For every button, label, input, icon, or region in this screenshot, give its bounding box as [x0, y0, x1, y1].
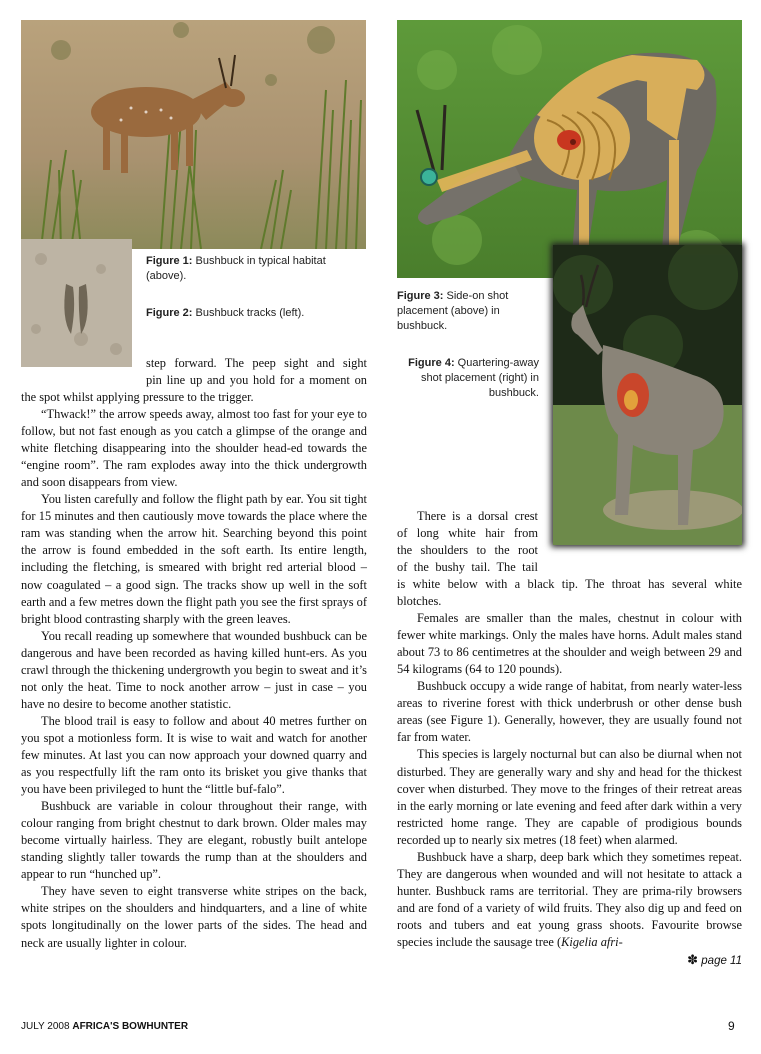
figure-4-caption — [397, 356, 539, 401]
left-paragraph-4: The blood trail is easy to follow and about 40 metres further on you spot a motionless form. It is wise to wait and watch for another few minutes. At last you can now approach your downed quarry and as you respectfully lift the ram onto its brisket you give thanks that you have been privileged to hunt the “little buf-falo”. — [21, 713, 367, 797]
left-paragraph-3: You recall reading up somewhere that wounded bushbuck can be dangerous and have been recorded as having killed hunt-ers. As you crawl through the thickening undergrowth you begin to sweat and it’s not only the heat. Time to nock another arrow – just in case – you have no desire to become another statistic. — [21, 628, 367, 711]
figure-4-label: Figure 4: — [408, 357, 455, 369]
figure-1-text: Bushbuck in typical habitat (above). — [146, 255, 326, 282]
continued-page-link[interactable]: page 11 — [701, 955, 742, 968]
left-paragraph-6: They have seven to eight transverse white stripes on the back, white stripes on the shoulders and hindquarters, and a line of white spots longitudinally on the lower parts of the sides. The head and neck are usually lighter in colour. — [21, 884, 367, 950]
left-intro-line-1: step forward. The peep sight and sight — [146, 356, 367, 370]
figure-1-label: Figure 1: — [146, 255, 193, 267]
quartering-away-shot-image — [553, 245, 742, 545]
right-last-paragraph-text: Bushbuck have a sharp, deep bark which they sometimes repeat. They are dangerous when wounded and will not hesitate to attack a hunter. Bushbuck rams are territorial. They are prima-rily browsers and are fond of a variety of wild fruits. They also dig up and feed on roots and tubers and eat young grass shoots. Favourite browse species include the sausage tree ( — [397, 849, 742, 949]
right-wrap-line-1: There is a dorsal crest — [417, 509, 538, 523]
right-paragraph-3 — [397, 849, 742, 951]
figure-2-caption — [146, 306, 361, 321]
figure-2-label: Figure 2: — [146, 307, 193, 319]
right-column-wrap — [397, 508, 538, 576]
side-on-shot-image — [397, 20, 742, 278]
left-intro-line-2: pin line up and you hold for a moment on — [146, 373, 367, 388]
left-column-intro — [146, 355, 367, 389]
right-last-paragraph-italic: Kigelia afri- — [561, 934, 623, 949]
continued-marker — [397, 951, 742, 970]
left-paragraph-5: Bushbuck are variable in colour throughout their range, with colour ranging from bright chestnut to dark brown. Older males may become virtually hairless. They are elegant, robustly built antelope standing slightly taller towards the rump than at the shoulders and appear to run “hunched up”. — [21, 799, 367, 882]
figure-4-photo — [553, 245, 742, 545]
left-paragraph-2: You listen carefully and follow the flight path by ear. You sit tight for 15 minutes and then cautiously move towards the place where the ram was standing when the arrow hit. Searching beyond this point the arrow is found embedded in the soft earth. Its entire length, including the fletching, is smeared with bright red arterial blood – now coagulated – a good sign. The tracks show up well in the soft earth and a few metres down the flight path you see the first sprays of bright blood contrasting sharply with the green leaves. — [21, 492, 367, 626]
right-wrap-line-3: the shoulders to the root — [397, 543, 538, 558]
footer-issue-date: JULY 2008 — [21, 1021, 73, 1032]
figure-3-photo — [397, 20, 742, 278]
right-paragraph-0: Females are smaller than the males, chestnut in colour with fewer white markings. Only the males have horns. Adult males stand about 73 to 86 centimetres at the shoulder and weigh between 29 and 54 kilograms (64 to 120 pounds). — [397, 611, 742, 677]
right-paragraph-2: This species is largely nocturnal but can also be diurnal when not disturbed. They are generally wary and shy and head for the thickest cover when disturbed. They move to the fringes of their retreat areas in the early morning or late evening and feed after dark within a very restricted home range. They are capable of prodigious bounds recorded up to nearly six metres (18 feet) when alarmed. — [397, 747, 742, 847]
right-wrap-line-4: of the bushy tail. The tail — [397, 560, 538, 575]
right-wrap-rest: is white below with a black tip. The throat has several white blotches. — [397, 577, 742, 609]
right-column-body — [397, 576, 742, 970]
footer-issue — [21, 1021, 188, 1032]
figure-1-caption — [146, 254, 361, 284]
bushbuck-habitat-image — [21, 20, 366, 249]
figure-2-text: Bushbuck tracks (left). — [195, 307, 305, 319]
figure-2-photo — [21, 239, 132, 367]
left-paragraph-0: the spot whilst applying pressure to the trigger. — [21, 390, 254, 404]
figure-3-text: Side-on shot placement (above) in bushbuck. — [397, 290, 509, 332]
right-wrap-line-2: of long white hair from — [397, 526, 538, 541]
archer-icon: ✽ — [687, 952, 699, 968]
bushbuck-tracks-image — [21, 239, 132, 367]
left-paragraph-1: “Thwack!” the arrow speeds away, almost too fast for your eye to follow, but not fast enough as you catch a glimpse of the orange and white fletching disappearing into the shoulder head-ed towards the “engine room”. The ram explodes away into the thick undergrowth and soon disappears from view. — [21, 407, 367, 490]
left-column-body — [21, 389, 367, 952]
footer-page-number: 9 — [728, 1019, 735, 1033]
right-paragraph-1: Bushbuck occupy a wide range of habitat, from nearly water-less areas to riverine forest with thick underbrush or other dense bush areas (see Figure 1). Generally, however, they are usually found not far from water. — [397, 679, 742, 745]
figure-3-caption — [397, 289, 532, 334]
figure-3-label: Figure 3: — [397, 290, 444, 302]
figure-1-photo — [21, 20, 366, 249]
figure-4-text: Quartering-away shot placement (right) in bushbuck. — [421, 357, 539, 399]
footer-magazine-name: AFRICA'S BOWHUNTER — [72, 1021, 189, 1032]
